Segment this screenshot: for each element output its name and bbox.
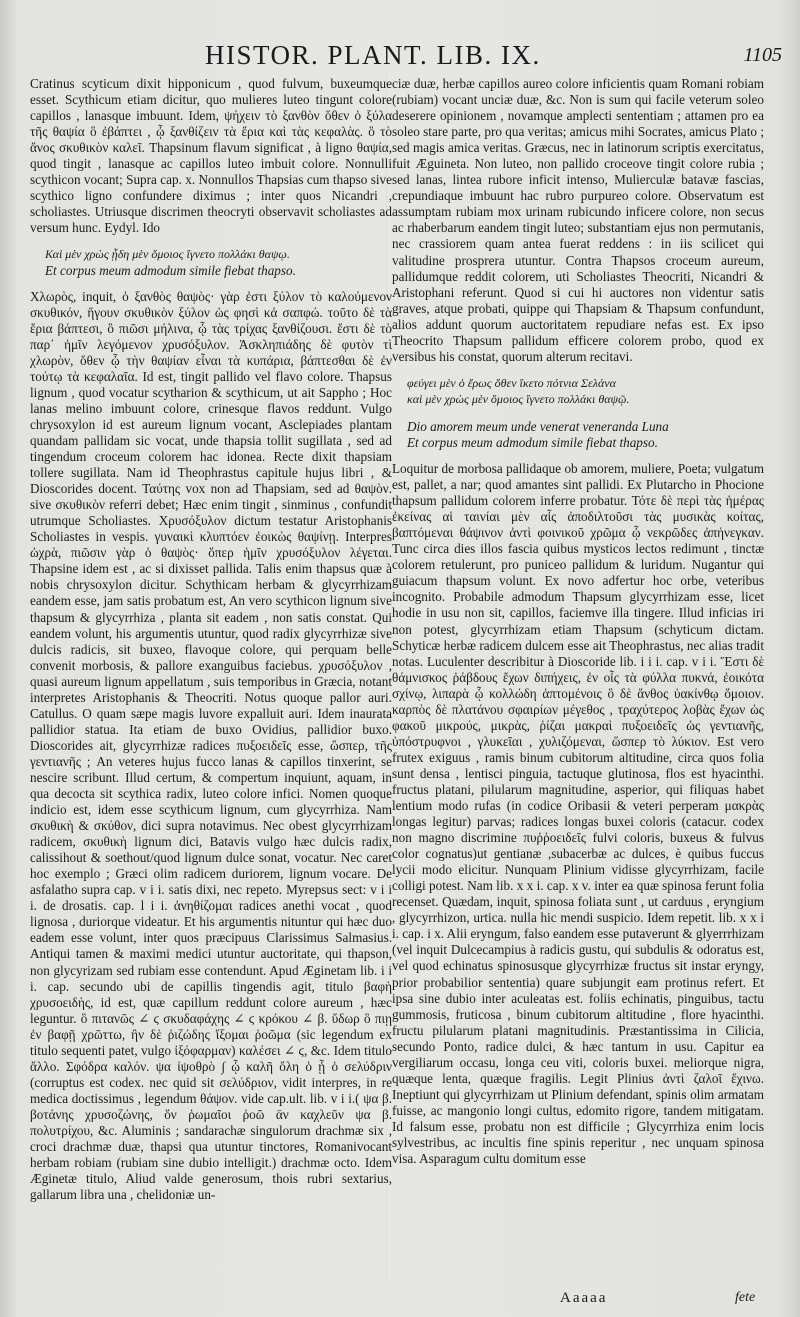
right-paragraph-2: Loquitur de morbosa pallidaque ob amorem, muliere, Poeta; vulgatum est, pallet, a nar; quod amantes sint pallidi. Ex Plutarcho in Phocione thapsum pallidum colorem inferre probatur. Τότε δὲ περὶ τὰς ἡμέρας ἐκείνας αἱ ταινίαι μὲν αἷς ἀποδιλτοῦσι τὰς μυσικὰς κοίτας, βαπτόμεναι θάψινον ἀντὶ φοινικοῦ χρῶμα ᾧ νεκρῶδες ἀπήνεγκαν. Tunc circa dies illos fascia quibus mysticos lectos redimunt , tinctæ colorem retulerunt, pro puniceo pallidum & luridum. Nugantur qui guiacum thapsum volunt. Ex novo adfertur hoc orbe, veteribus incognito. Probabile admodum Thapsum glycyrrhizam esse, licet hodie in usu non sit, capillos, faciemve illa tingere. Illud inficias iri non potest, glycyrrhizam etiam Thapsum (schyticum dictam. Schyticæ herbæ radicem dulcem esse ait Theophrastus, nec alias tradit notas. Luculenter describitur à Dioscoride lib. i i i. cap. v i i. Ἔστι δὲ θάμνισκος ῥάβδους ἔχων διπήχεις, ἐν οἷς τὰ φύλλα πυκνά, ἐοικότα σχίνῳ, λιπαρὰ ᾧ κολλώδη ἁπτομένοις ὃ δὲ ἄνθος ὑακίνθῳ ὅμοιον. καρπὸς δὲ πλατάνου σφαιρίων μέγεθος , τραχύτερος λοβὰς ἔχων ὡς φακοῦ μικρούς, μικρὰς, ῥίζαι μακραὶ πυξοειδεῖς ὡς γεντιανῆς, ὑπόστρυφνοι , γλυκεῖαι , χυλιζόμεναι, ὥσπερ τὸ λύκιον. Est vero frutex exiguus , ramis binum cubitorum altitudine, circa quos folia sunt densa , lentisci pinguia, tactuque glutinosa, flos est hyacinthi. fructus platani, pilularum magnitudine, asperior, qui filiquas habet lentium modo rufas (in codice Oribasii & veteri perperam μακρὰς longas legitur) parvas; radices longas buxei coloris (catacur. codex non magno discrimine πυῤῥοειδεῖς fulvi coloris, buxeus & fulvus color cognatus)ut gentianæ ,subacerbæ ac dulces, è quibus fuccus lycii modo elicitur. Nunquam Plinium vidisse glycyrrhizam, facile colligi potest. Nam lib. x x i. cap. x v. inter ea quæ spinosa ferunt folia recenset. Quædam, inquit, spinosa foliata sunt , ut carduus , eryngium , glycyrrhizon, urtica. nulla hic mendi suspicio. Idem repetit. lib. x x i i. cap. i x. Alii eryngum, falso eandem esse putaverunt & glyerrrhizam (vel inquit Dulcecampius à radicis gustu, qui subdulis & odoratus est, vel quod echinatus spinosusque glycyrrhizæ fructus sit instar eryngy, prior probabilior sententia) quare subjungit eam protinus refert. Et ipsa sine dubio inter aculeatas est. foliis echinatis, pinguibus, tactu gummosis, fruticosa , binum cubitorum altitudine , flore hyacinthi. fructu pilularum platani magnitudinis. Præstantissima in Cilicia, secundo Ponto, radice dulci, & hæc tantum in usu. Capitur ea vergiliarum occasu, longa ceu viti, coloris buxei. meliorque nigra, quæque lenta, quæque fragilis. Legit Plinius ἀντὶ ζαλοῖ ἔχινω. Ineptiunt qui glycyrrhizam ut Plinium defendant, spinis olim armatam fuisse, ac mangonio longi cultus, edomito rigore, tandem mitigatam. Id falsum esse, probatu non est difficile ; Glycyrrhiza enim locis sylvestribus, ac incultis fine spinis reperitur , nec unquam spinosa visa. Asparagum cultu domitum esse <box>392 461 764 1167</box>
right-verse-greek-1: φεύγει μὲν ὁ ἔρως ὅθεν ἵκετο πότνια Σελάνα <box>407 375 616 390</box>
page-header <box>0 40 800 80</box>
right-verse-greek-2: καὶ μὲν χρὼς μὲν ὅμοιος ἴγνετο πολλάκι θαψῷ. <box>407 391 630 406</box>
left-verse-latin: Et corpus meum admodum simile fiebat thapso. <box>45 262 296 278</box>
left-verse-quote <box>45 246 392 278</box>
right-column <box>392 76 764 1167</box>
left-column <box>30 76 392 1203</box>
right-verse-latin-1: Dio amorem meum unde venerat veneranda Luna <box>407 418 669 434</box>
right-verse-latin-2: Et corpus meum admodum simile fiebat thapso. <box>407 434 658 450</box>
left-paragraph-2: Χλωρὸς, inquit, ὁ ξανθὸς θαψὸς· γὰρ ἐστι ξύλον τὸ καλούμενον σκυθικόν, ἥγουν σκυθικὸν ξύλον ὡς φησὶ κἀ σαπφώ. τοῦτο δὲ τὰ ἔρια βάπτεσι, ὃ πιῶσι μήλινα, ᾧ τὰς τρίχας ξανθίζουσι. ἔστι δὲ τὸ παρ᾽ ἡμῖν λεγόμενον χρυσόξυλον. Ἀσκληπιάδης δὲ φυτὸν τὶ χλωρὸν, ὅθεν ᾧ τὴν θαψίαν εἶναι τὰ κυπάρια, βάπτεσθαι δὲ ἐν τούτῳ τὰ κεφαλαῖα. Id est, tingit pallido vel flavo colore. Thapsus lignum , quod vocatur scytharion & scythicum, ut ait Sappho ; Hoc lanas melino imbuunt colore, crinesque flavos reddunt. Vulgo chrysoxylon id est aureum lignum vocant, Asclepiades plantam quandam pallidam sic vocat, unde thapsia tollit sugillata , sed ad tingendum croceum colorem hac idonea. Recte dixit thapsiam tollere sugillata. Nam id Theophrastus capitule hujus libri , & Dioscorides docent. Ταύτης vox non ad Thapsiam, sed ad θαψὸν. sive σκυθικὸν referri debet; Hæc enim tingit , sinminus , confundit utrumque Scholiastes. Χρυσόξυλον dictum testatur Aristophanis Scholiastes in vespis. γυναικὶ κλυπτόεν ἐοικὼς θαψίνῃ. Interpres ὠχρὰ, πιῶσιν γὰρ ὁ θαψὸς· ὅπερ ἡμῖν χρυσόξυλον λέγεται. Thapsine idem est , ac si dixisset pallida. Talis enim thapsus quæ à nobis chrysoxylon dicitur. Schythicam herbam & glycyrrhizam eandem esse, jam satis probatum est, An vero scythicon lignum sive thapsum & glycyrrhiza , planta sit eadem , non satis constat. Qui eandem volunt, his argumentis utuntur, quod radix glycyrrhizæ sive dulcis radicis, sit buxeo, flavoque colore, qui perquam belle convenit morbosis, & pallore exanguibus faciebus. χρυσόξυλον , quasi aureum lignum appellatum , suis temporibus in Græcia, notant interpretes Aristophanis & Theocriti. Notus quoque pallor auri. Catullus. O quam sæpe magis luvore expalluit auri. Idem inaurata pallidior statua. Ita etiam de buxo Ovidius, pallidior buxo. Dioscorides ait, glycyrrhizæ radices πυξοειδεῖς esse, ὥσπερ, τῆς γεντιανῆς ; An veteres hujus fucco lanas & capillos tinxerint, se nescire scribunt. Illud certum, & compertum inquiunt, aquam, in qua decocta sit scythica radix, luteo colore infici. Nomen quoque indicio est, idem esse scythicum lignum, cum glycyrrhiza. Nam σκυθικὴ & σκύθον, dici supra notavimus. Nec obest glycyrrhizam radicem, σκυθικὴ lignum dici, Batavis vulgo hæc dulcis radix, calissihout & soethout/quod lignum dulce sonat, vocatur. Nec caret hoc exemplo ; Græci olim radicem duriorem, lignum vocare. De asfalatho supra cap. v i i. satis dixi, nec repeto. Myrepsus sect: v i i i. de drosatis. cap. l i i. ἀνηθίζομαι radices anethi vocat , quod lignosa , duriorque videatur. Et his argumentis nituntur qui hæc duo eadem esse volunt, inter quos præcipuus Clarissimus Salmasius. Antiqui tamen & maximi medici utuntur auctoritate, qui thapson, non glycyrizam sed rubiam esse contendunt. Apud Æginetam lib. i i i. cap. secundo ubi de capillis tingendis agit, titulo βαφὴ χρυσοειδὴς, id est, quæ capillum reddunt colore aureum , hæc leguntur. ὃ πιτανῶς ∠ ϛ σκυδαφάχης ∠ ϛ κρόκου ∠ β. ὕδωρ ὃ πιῃ ἐν βαφῇ χρῶττω, ἢν δὲ ῥιζώδης ἴξομαι ῥοῶμα (sic legendum ex titulo sequenti patet, vulgo ἰξόφαρμαν) καλέσει ∠ ϛ, &c. Idem titulo ἄλλο. Σφόδρα καλόν. ψα ἰψοθρὸ ∫ ᾧ καλῆ ὄλη ὁ ᾗ ὁ σελύδριν (corruptus est codex. nec quid sit σελύδριον, vidit interpres, in re medica doctissimus , legendum θάψον. vide cap.ult. lib. v i i.( ψα β. βοτάνης χρυσοζώνης, ὅν ῥωμαῖοι ῥοῶ ᾱν καχλεῦν ψα β. πολυτρίχου, &c. Aluminis ; sandarachæ singulorum drachmæ six , croci drachmæ duæ, thapsi qua utuntur tinctores, Romanivocant herbam robiam (rubiam sine dubio intelligit.) drachmæ octo. Idem Æginetæ titulo, Aliud valde generosum, thois rubri sextarius, gallarum libra una , chelidoniæ un- <box>30 288 392 1203</box>
left-paragraph-1: Cratinus scyticum dixit hipponicum , quod fulvum, buxeumque esset. Scythicum etiam dicitur, quo mulieres luteo tingunt colore capillos , lanasque imbuunt. Idem, ψήχειν τὸ ξανθὸν ὅθεν ὁ ξύλα τῆς θαψία ὃ ἐβάπτει , ᾧ ξανθίζειν τὰ ἔρια καὶ τὰς κεφαλὰς. ὃ τὸ ἄνος σκυθικὸν καλεῖ. Thapsinum flavum significat , à ligno θαψία, quod tingit , lanasque ac capillos luteo imbuit colore. Nonnulli scythicon vocant; Supra cap. x. Nonnullos Thapsias cum thapso sive scythico ligno confundere diximus ; inter quos Nicandri , scholiastes. Utriusque discrimen theocryti observavit scholiastes ad versum hunc. Eydyl. Ido <box>30 76 392 236</box>
right-paragraph-1: ciæ duæ, herbæ capillos aureo colore inficientis quam Romani robiam (rubiam) vocant unciæ duæ, &c. Non is sum qui facile veterum soleo deserere opinionem , novamque amplecti sententiam ; attamen pro ea soleo stare parte, pro qua veritas; amicus mihi Socrates, amicus Plato ; sed magis amica veritas. Græcus, nec in latinorum scriptis exercitatus, fuit Æguineta. Non luteo, non pallido croceove tingit colore rubia ; sed lanas, lintea rubore inficit intenso, Mulierculæ batavæ fascias, crepundiaque imbuunt hac rubro purpureo colore. Observatum est assumptam rubiam mox urinam rubicundo inficere colore, non secus ac rhaberbarum eandem tingit luteo; substantiam ejus non permutanis, nec crassiorem quam antea fuerat reddens : in iis scilicet qui valitudine prosprera utuntur. Contra Thapsos croceum aureum, pallidumque reddit colorem, uti Scholiastes Theocriti, Nicandri & Aristophani referunt. Quod si cui hi auctores non videntur satis graves, atque probati, quippe qui Thapsiam & Thapsum confundunt, alios addunt quorum auctoritatem repudiare nefas est. Ex ipso Theocrito Thapsum pallidum efficere colorem probo, quod ex versibus his constat, quorum alterum recitavi. <box>392 76 764 364</box>
left-verse-greek: Καὶ μὲν χρὼς ᾖδη μὲν ὅμοιος ἴγνετο πολλάκι θαψῳ. <box>45 247 290 262</box>
right-verse-quote <box>407 375 764 451</box>
page-number: 1105 <box>743 44 782 66</box>
verse-spacer <box>407 407 764 419</box>
signature-mark: Aaaaa <box>560 1290 608 1306</box>
catchword: fete <box>735 1290 756 1305</box>
running-title: HISTOR. PLANT. LIB. IX. <box>205 40 541 70</box>
